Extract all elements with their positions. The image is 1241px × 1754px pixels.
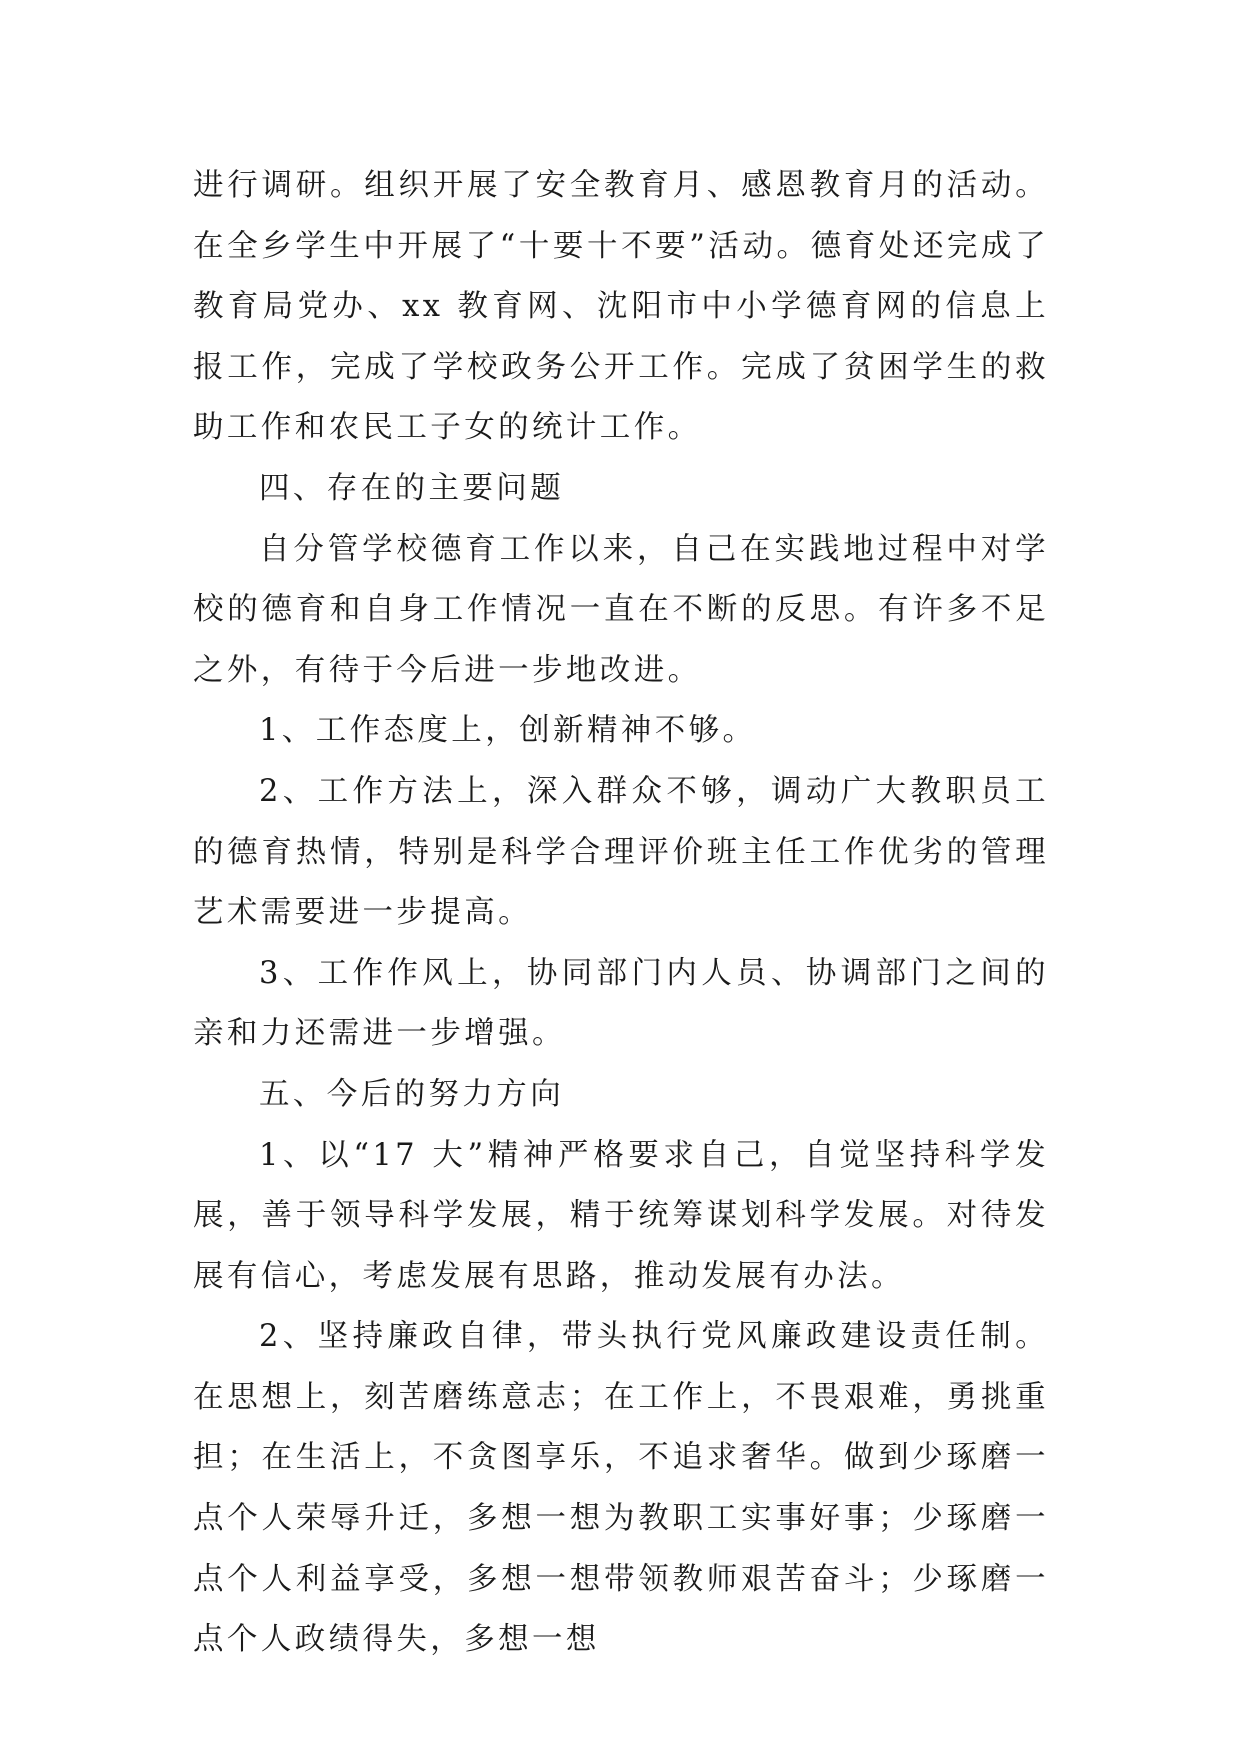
section-heading-direction: 五、今后的努力方向 <box>259 1076 565 1112</box>
paragraph-reflection: 自分管学校德育工作以来，自己在实践地过程中对学校的德育和自身工作情况一直在不断的反思。有许多不足之外，有待于今后进一步地改进。 <box>193 531 1049 688</box>
list-item-direction-1: 1、以“17 大”精神严格要求自己，自觉坚持科学发展，善于领导科学发展，精于统筹谋划科学发展。对待发展有信心，考虑发展有思路，推动发展有办法。 <box>193 1137 1049 1294</box>
section-heading-problems: 四、存在的主要问题 <box>259 470 565 506</box>
list-item-problem-1: 1、工作态度上，创新精神不够。 <box>259 713 757 749</box>
list-item-direction-2: 2、坚持廉政自律，带头执行党风廉政建设责任制。在思想上，刻苦磨练意志；在工作上，不畏艰难，勇挑重担；在生活上，不贪图享乐，不追求奢华。做到少琢磨一点个人荣辱升迁，多想一想为教职工实事好事；少琢磨一点个人利益享受，多想一想带领教师艰苦奋斗；少琢磨一点个人政绩得失，多想一想 <box>193 1319 1049 1658</box>
list-item-problem-3: 3、工作作风上，协同部门内人员、协调部门之间的亲和力还需进一步增强。 <box>193 955 1049 1052</box>
paragraph-continuation: 进行调研。组织开展了安全教育月、感恩教育月的活动。在全乡学生中开展了“十要十不要”活动。德育处还完成了教育局党办、xx 教育网、沈阳市中小学德育网的信息上报工作，完成了学校政务公开工作。完成了贫困学生的救助工作和农民工子女的统计工作。 <box>193 168 1049 446</box>
list-item-problem-2: 2、工作方法上，深入群众不够，调动广大教职员工的德育热情，特别是科学合理评价班主任工作优劣的管理艺术需要进一步提高。 <box>193 773 1049 931</box>
document-body <box>193 156 1049 1671</box>
